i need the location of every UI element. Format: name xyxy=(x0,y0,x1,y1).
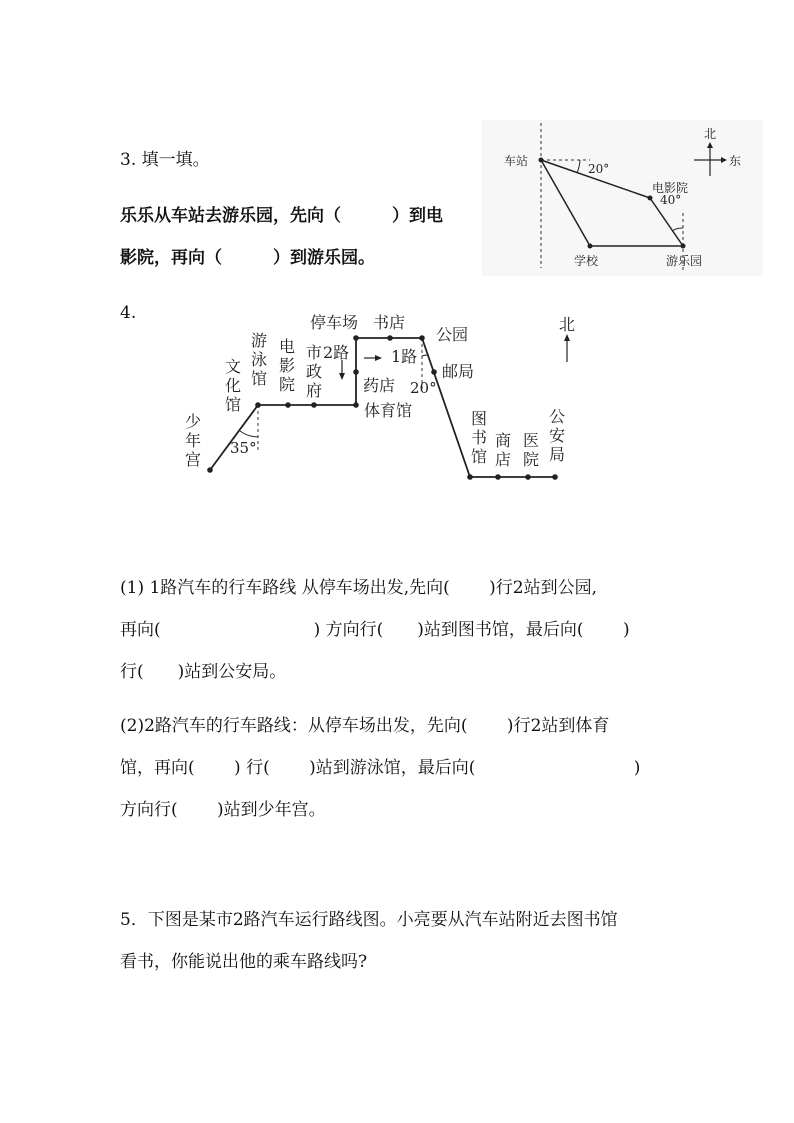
map-north-arrow-icon xyxy=(564,334,570,341)
q3-text-line2: 影院，再向（ ）到游乐园。 xyxy=(120,248,375,268)
youyongguan-label: 游泳馆 xyxy=(248,332,268,389)
angle-35-label: 35° xyxy=(230,439,257,457)
tiyuguan-label: 体育馆 xyxy=(364,401,413,420)
stop-dianyingyuan xyxy=(311,402,317,408)
q3-direction-diagram xyxy=(480,118,765,278)
cinema-label: 电影院 xyxy=(652,181,689,195)
angle-40-label: 40° xyxy=(660,193,682,207)
route2-label: 2路 xyxy=(323,343,350,362)
map-north-label: 北 xyxy=(559,315,576,334)
stop-shaoniangong xyxy=(207,467,213,473)
stop-yiyuan xyxy=(525,474,531,480)
compass-north-label: 北 xyxy=(704,127,717,141)
stop-wenhuaguan xyxy=(255,402,261,408)
q4-part1-line1: (1) 1路汽车的行车路线 从停车场出发,先向( )行2站到公园, xyxy=(120,578,597,598)
route1-right-arrow-icon xyxy=(375,355,382,361)
q4-number: 4. xyxy=(120,303,137,323)
station-label: 车站 xyxy=(504,154,529,168)
q4-part1-line3: 行( )站到公安局。 xyxy=(120,662,287,682)
q3-text-line1: 乐乐从车站去游乐园，先向（ ）到电 xyxy=(120,206,443,226)
stop-shudian xyxy=(387,335,393,341)
stop-gonganju xyxy=(552,474,558,480)
q3-diagram-background xyxy=(482,120,763,276)
shaoniangong-label: 少年宫 xyxy=(182,413,202,470)
route2-down-arrow-icon xyxy=(339,373,345,380)
yiyuan-label: 医院 xyxy=(520,432,540,470)
shangdian-label: 商店 xyxy=(492,432,512,470)
angle-20-map-label: 20° xyxy=(410,379,437,397)
stop-tushuguan xyxy=(467,474,473,480)
dianyingyuan-label: 电影院 xyxy=(276,338,296,395)
yaodian-label: 药店 xyxy=(363,376,396,395)
wenhuaguan-label: 文化馆 xyxy=(222,358,242,415)
q4-bus-route-map xyxy=(180,300,600,490)
youju-label: 邮局 xyxy=(442,362,475,381)
q4-part2-line1: (2)2路汽车的行车路线：从停车场出发，先向( )行2站到体育 xyxy=(120,716,610,736)
gonganju-label: 公安局 xyxy=(546,408,566,465)
park-point xyxy=(681,244,686,249)
q3-title: 3. 填一填。 xyxy=(120,150,210,170)
station-point xyxy=(539,158,544,163)
school-label: 学校 xyxy=(574,254,599,268)
q5-line2: 看书，你能说出他的乘车路线吗? xyxy=(120,952,368,972)
route1-label: 1路 xyxy=(391,347,418,366)
stop-youyongguan xyxy=(285,402,291,408)
gongyuan-label: 公园 xyxy=(436,325,469,344)
compass-east-label: 东 xyxy=(729,154,742,168)
tushuguan-label: 图书馆 xyxy=(468,410,488,467)
angle-arc-20-map xyxy=(422,355,428,356)
q4-part2-line2: 馆，再向( ) 行( )站到游泳馆，最后向( ) xyxy=(120,758,641,778)
shizhengfu-label: 市政府 xyxy=(303,344,323,401)
q4-part2-line3: 方向行( )站到少年宫。 xyxy=(120,800,326,820)
stop-tiyuguan xyxy=(353,402,359,408)
q4-part1-line2: 再向( ) 方向行( )站到图书馆，最后向( ) xyxy=(120,620,630,640)
tingchechang-label: 停车场 xyxy=(310,313,359,332)
stop-tingchechang xyxy=(353,335,359,341)
stop-shangdian xyxy=(495,474,501,480)
q5-line1: 5．下图是某市2路汽车运行路线图。小亮要从汽车站附近去图书馆 xyxy=(120,910,618,930)
cinema-point xyxy=(648,196,653,201)
stop-youju xyxy=(431,369,437,375)
angle-arc-35 xyxy=(240,431,258,437)
school-point xyxy=(588,244,593,249)
shudian-label: 书店 xyxy=(373,313,406,332)
park-label: 游乐园 xyxy=(666,254,703,268)
angle-20-label: 20° xyxy=(588,162,610,176)
stop-gongyuan xyxy=(419,335,425,341)
stop-yaodian xyxy=(353,369,359,375)
